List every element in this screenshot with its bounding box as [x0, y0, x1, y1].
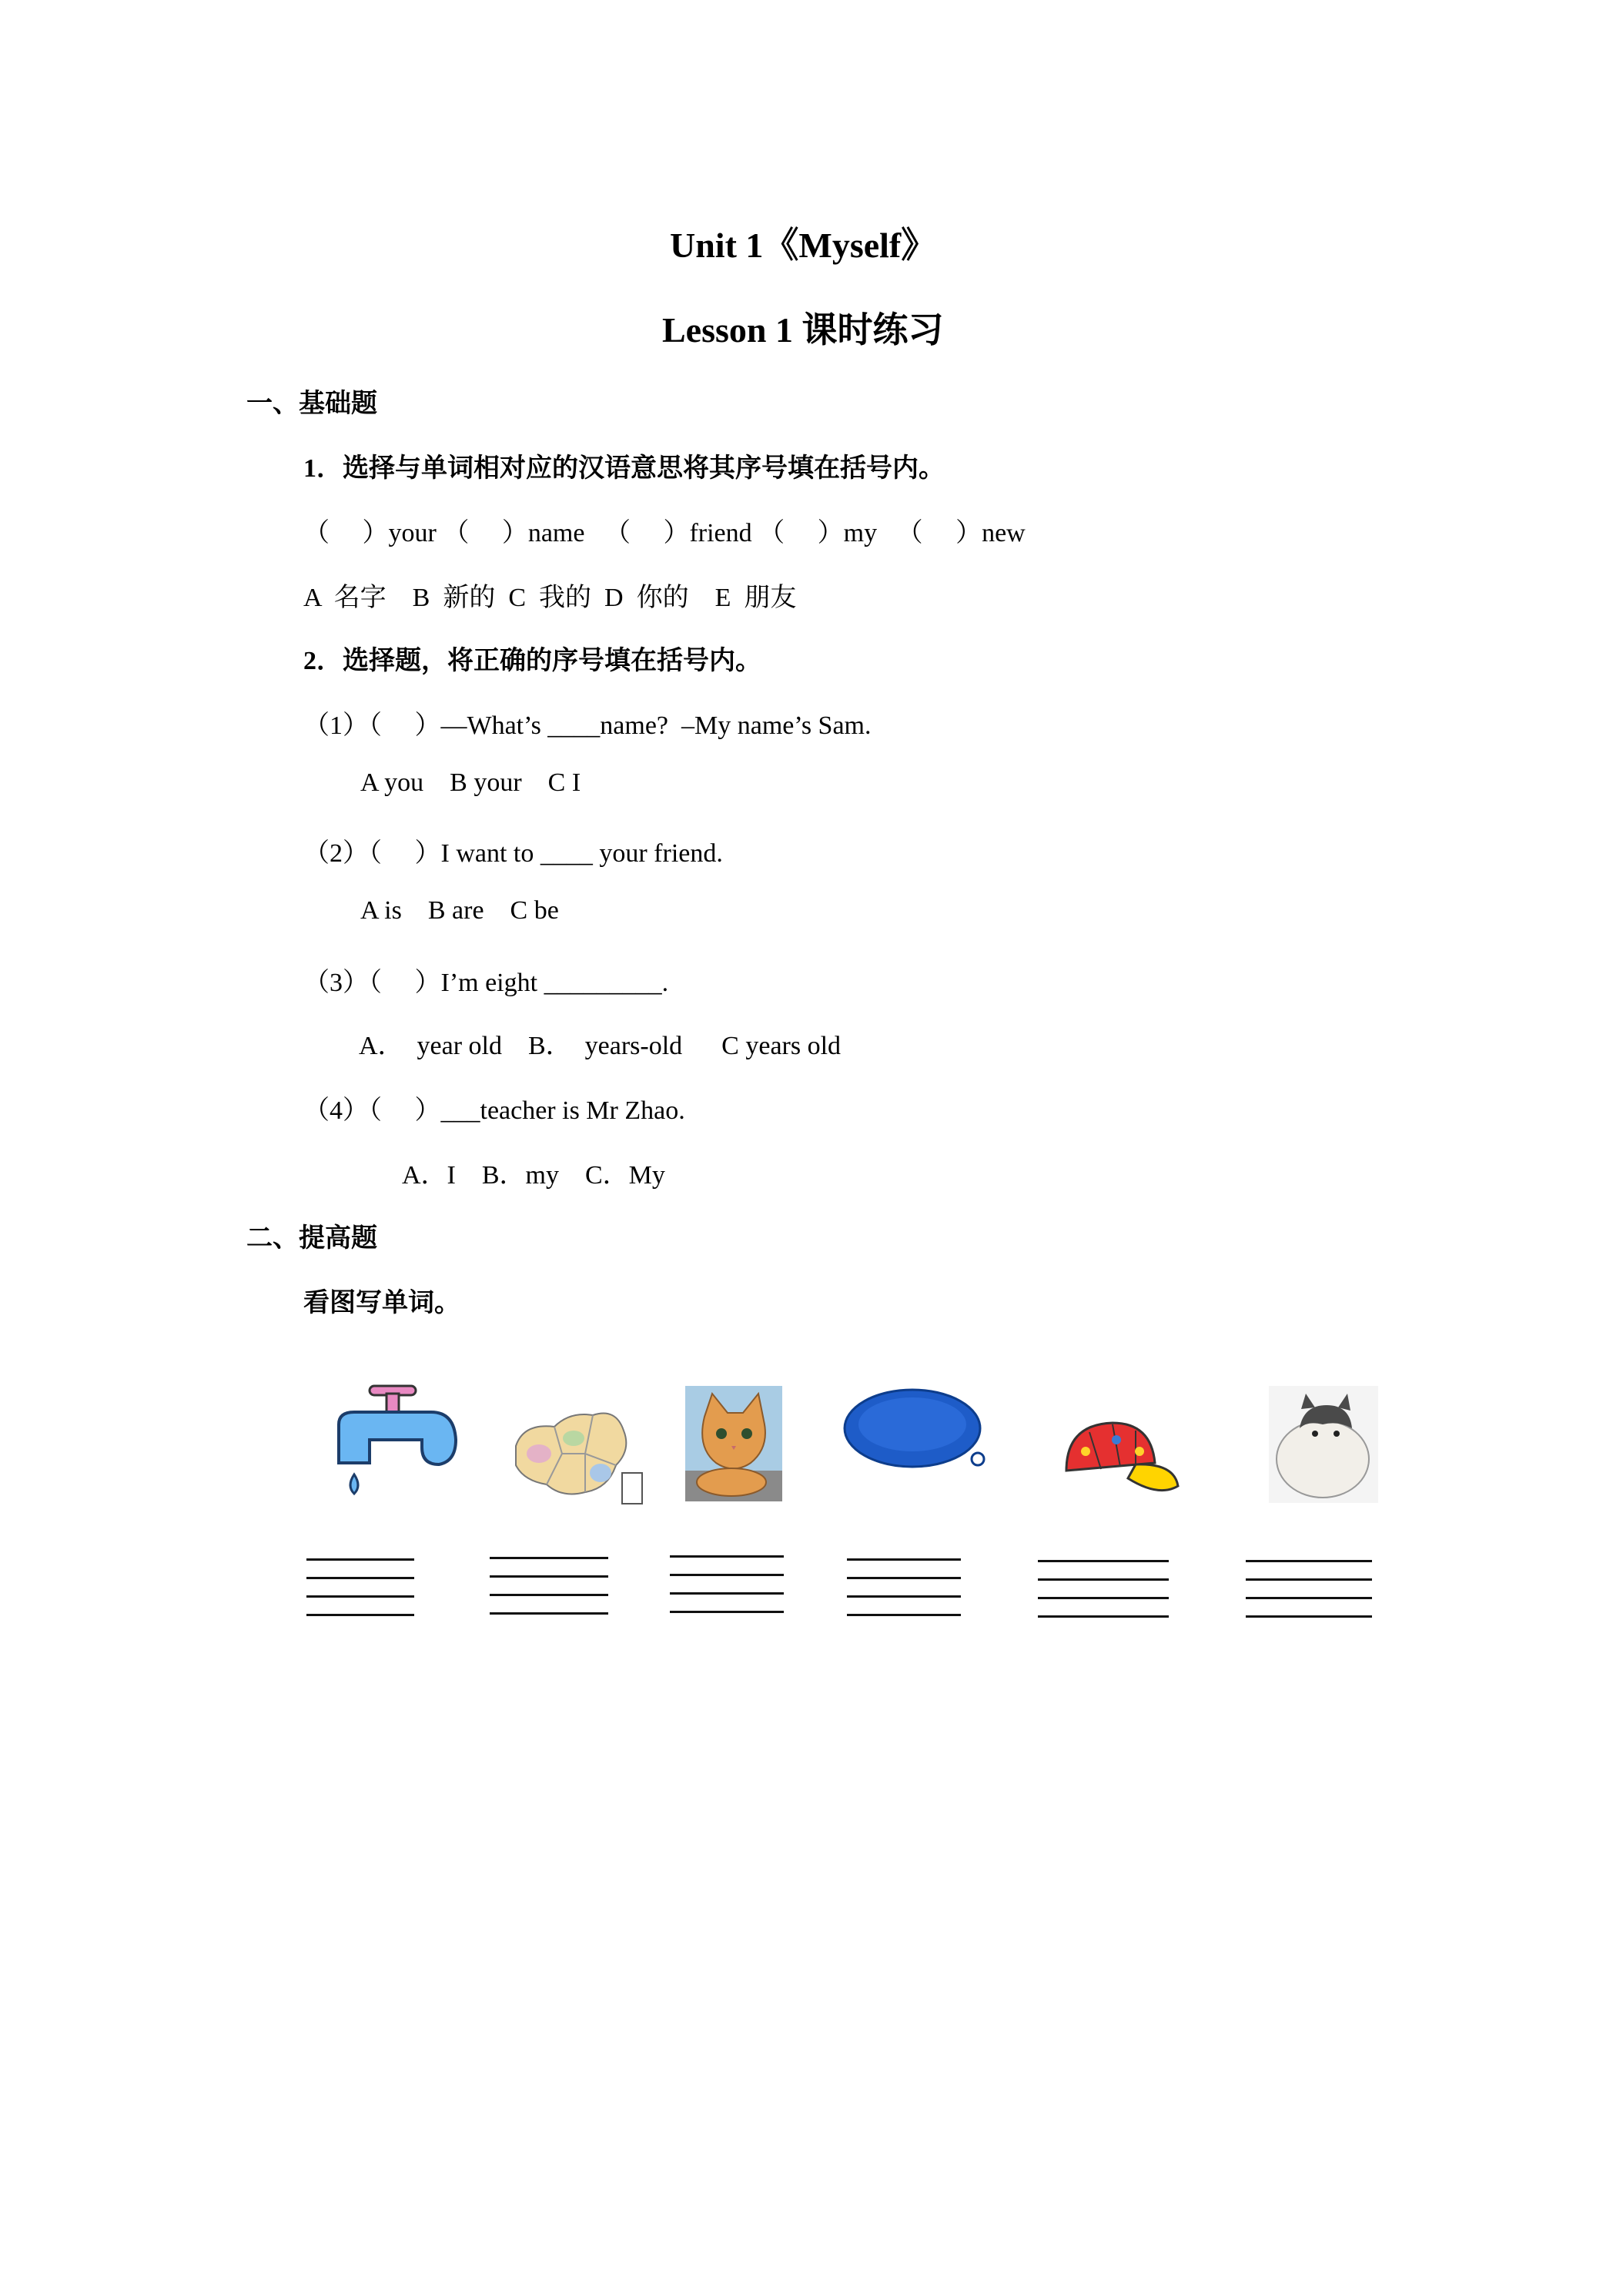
question-2-2: （2）（ ）I want to ____ your friend. [303, 839, 723, 868]
question-1-words: （ ）your （ ）name （ ）friend （ ）my （ ）new [303, 519, 1026, 547]
question-2-1: （1）（ ）—What’s ____name? –My name’s Sam. [303, 711, 872, 740]
question-2-4-options: A．I B．my C．My [402, 1161, 665, 1190]
cap-picture [1059, 1417, 1182, 1505]
writing-lines-2[interactable] [490, 1557, 608, 1618]
kitten-picture [685, 1386, 782, 1501]
writing-lines-5[interactable] [1038, 1560, 1169, 1622]
question-1-options: A 名字 B 新的 C 我的 D 你的 E 朋友 [303, 584, 797, 612]
question-2-heading: 2．选择题，将正确的序号填在括号内。 [303, 647, 761, 675]
writing-lines-1[interactable] [306, 1558, 414, 1620]
writing-lines-3[interactable] [670, 1555, 784, 1617]
section-2-heading: 二、提高题 [246, 1224, 377, 1253]
question-2-4: （4）（ ）___teacher is Mr Zhao. [303, 1096, 685, 1125]
faucet-picture [323, 1378, 462, 1501]
blue-frisbee-picture [839, 1382, 993, 1482]
china-map-picture [500, 1392, 647, 1508]
fat-cat-picture [1269, 1386, 1378, 1503]
section-2-instruction: 看图写单词。 [303, 1289, 460, 1317]
question-1-heading: 1．选择与单词相对应的汉语意思将其序号填在括号内。 [303, 454, 945, 483]
question-2-2-options: A is B are C be [360, 896, 559, 925]
section-1-heading: 一、基础题 [246, 390, 377, 418]
writing-lines-4[interactable] [847, 1558, 961, 1620]
question-2-1-options: A you B your C I [360, 768, 581, 797]
writing-lines-6[interactable] [1246, 1560, 1372, 1622]
question-2-3-options: A． year old B． years-old C years old [359, 1032, 842, 1060]
page-subtitle: Lesson 1 课时练习 [662, 310, 944, 350]
page-title: Unit 1《Myself》 [670, 226, 937, 265]
question-2-3: （3）（ ）I’m eight _________. [303, 969, 669, 997]
